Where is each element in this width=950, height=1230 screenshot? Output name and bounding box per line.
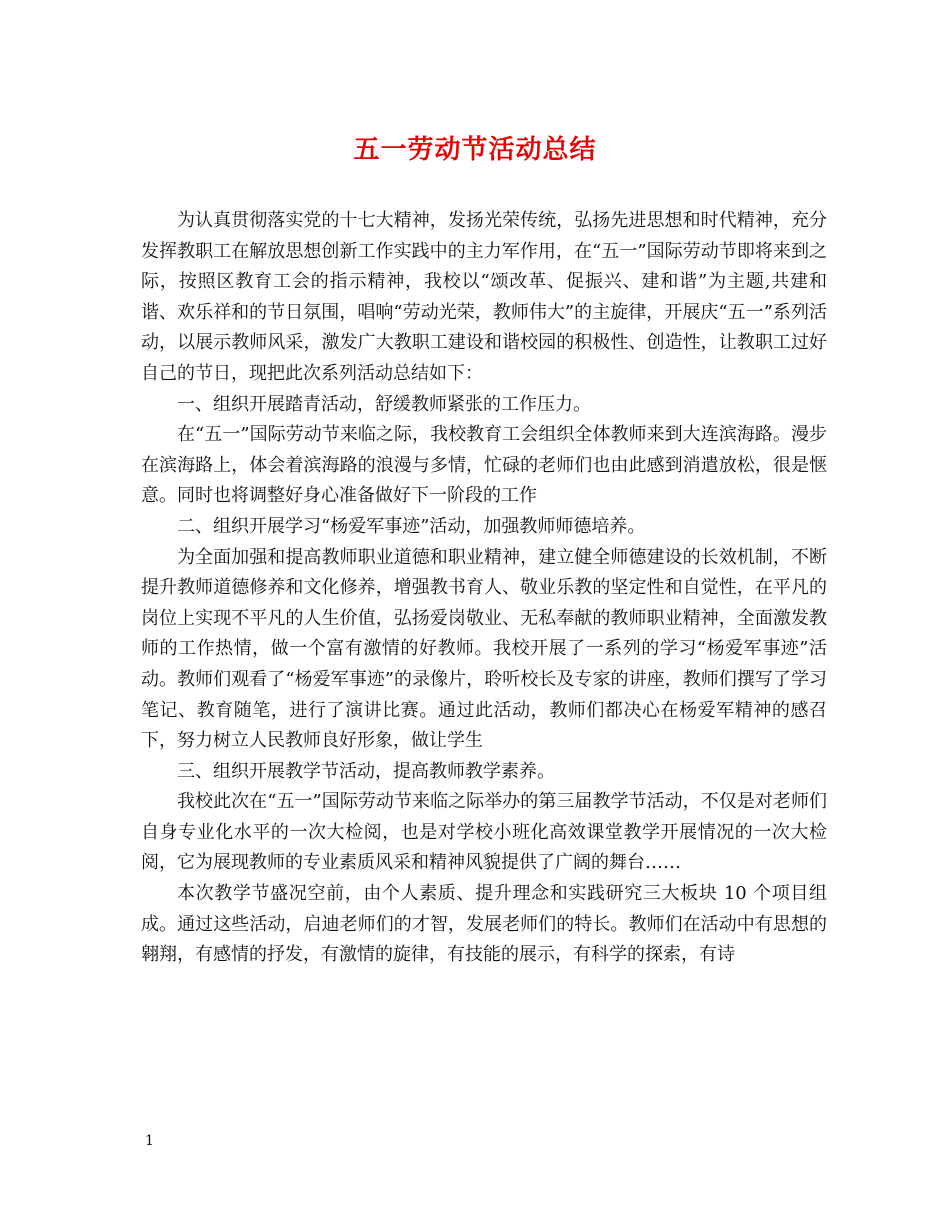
document-title: 五一劳动节活动总结 — [353, 135, 597, 165]
paragraph-section-1: 在“五一”国际劳动节来临之际，我校教育工会组织全体教师来到大连滨海路。漫步在滨海路上，体会着滨海路的浪漫与多情，忙碌的老师们也由此感到消遣放松，很是惬意。同时也将调整好身心准备做好下一阶段的工作 — [141, 424, 827, 507]
section-heading-1: 一、组织开展踏青活动，舒缓教师紧张的工作压力。 — [177, 393, 591, 415]
paragraph-intro: 为认真贯彻落实党的十七大精神，发扬光荣传统，弘扬先进思想和时代精神，充分发挥教职工在解放思想创新工作实践中的主力军作用，在“五一”国际劳动节即将来到之际，按照区教育工会的指示精神，我校以“颂改革、促振兴、建和谐”为主题,共建和谐、欢乐祥和的节日氛围，唱响“劳动光荣，教师伟大”的主旋律，开展庆“五一”系列活动，以展示教师风采，激发广大教职工建设和谐校园的积极性、创造性，让教职工过好自己的节日，现把此次系列活动总结如下： — [141, 210, 827, 384]
page-number: 1 — [145, 1133, 154, 1149]
section-heading-2: 二、组织开展学习“杨爱军事迹”活动，加强教师师德培养。 — [177, 515, 646, 537]
paragraph-section-3b: 本次教学节盛况空前，由个人素质、提升理念和实践研究三大板块 10 个项目组成。通过这些活动，启迪老师们的才智，发展老师们的特长。教师们在活动中有思想的翱翔，有感情的抒发，有激情的旋律，有技能的展示，有科学的探索，有诗 — [141, 883, 827, 966]
section-heading-3: 三、组织开展教学节活动，提高教师教学素养。 — [177, 760, 555, 782]
document-body — [141, 206, 827, 971]
paragraph-section-3a: 我校此次在“五一”国际劳动节来临之际举办的第三届教学节活动，不仅是对老师们自身专业化水平的一次大检阅，也是对学校小班化高效课堂教学开展情况的一次大检阅，它为展现教师的专业素质风采和精神风貌提供了广阔的舞台…… — [141, 791, 827, 874]
paragraph-section-2: 为全面加强和提高教师职业道德和职业精神，建立健全师德建设的长效机制，不断提升教师道德修养和文化修养，增强教书育人、敬业乐教的坚定性和自觉性，在平凡的岗位上实现不平凡的人生价值，弘扬爱岗敬业、无私奉献的教师职业精神，全面激发教师的工作热情，做一个富有激情的好教师。我校开展了一系列的学习“杨爱军事迹”活动。教师们观看了“杨爱军事迹”的录像片，聆听校长及专家的讲座，教师们撰写了学习笔记、教育随笔，进行了演讲比赛。通过此活动，教师们都决心在杨爱军精神的感召下，努力树立人民教师良好形象，做让学生 — [141, 546, 827, 752]
